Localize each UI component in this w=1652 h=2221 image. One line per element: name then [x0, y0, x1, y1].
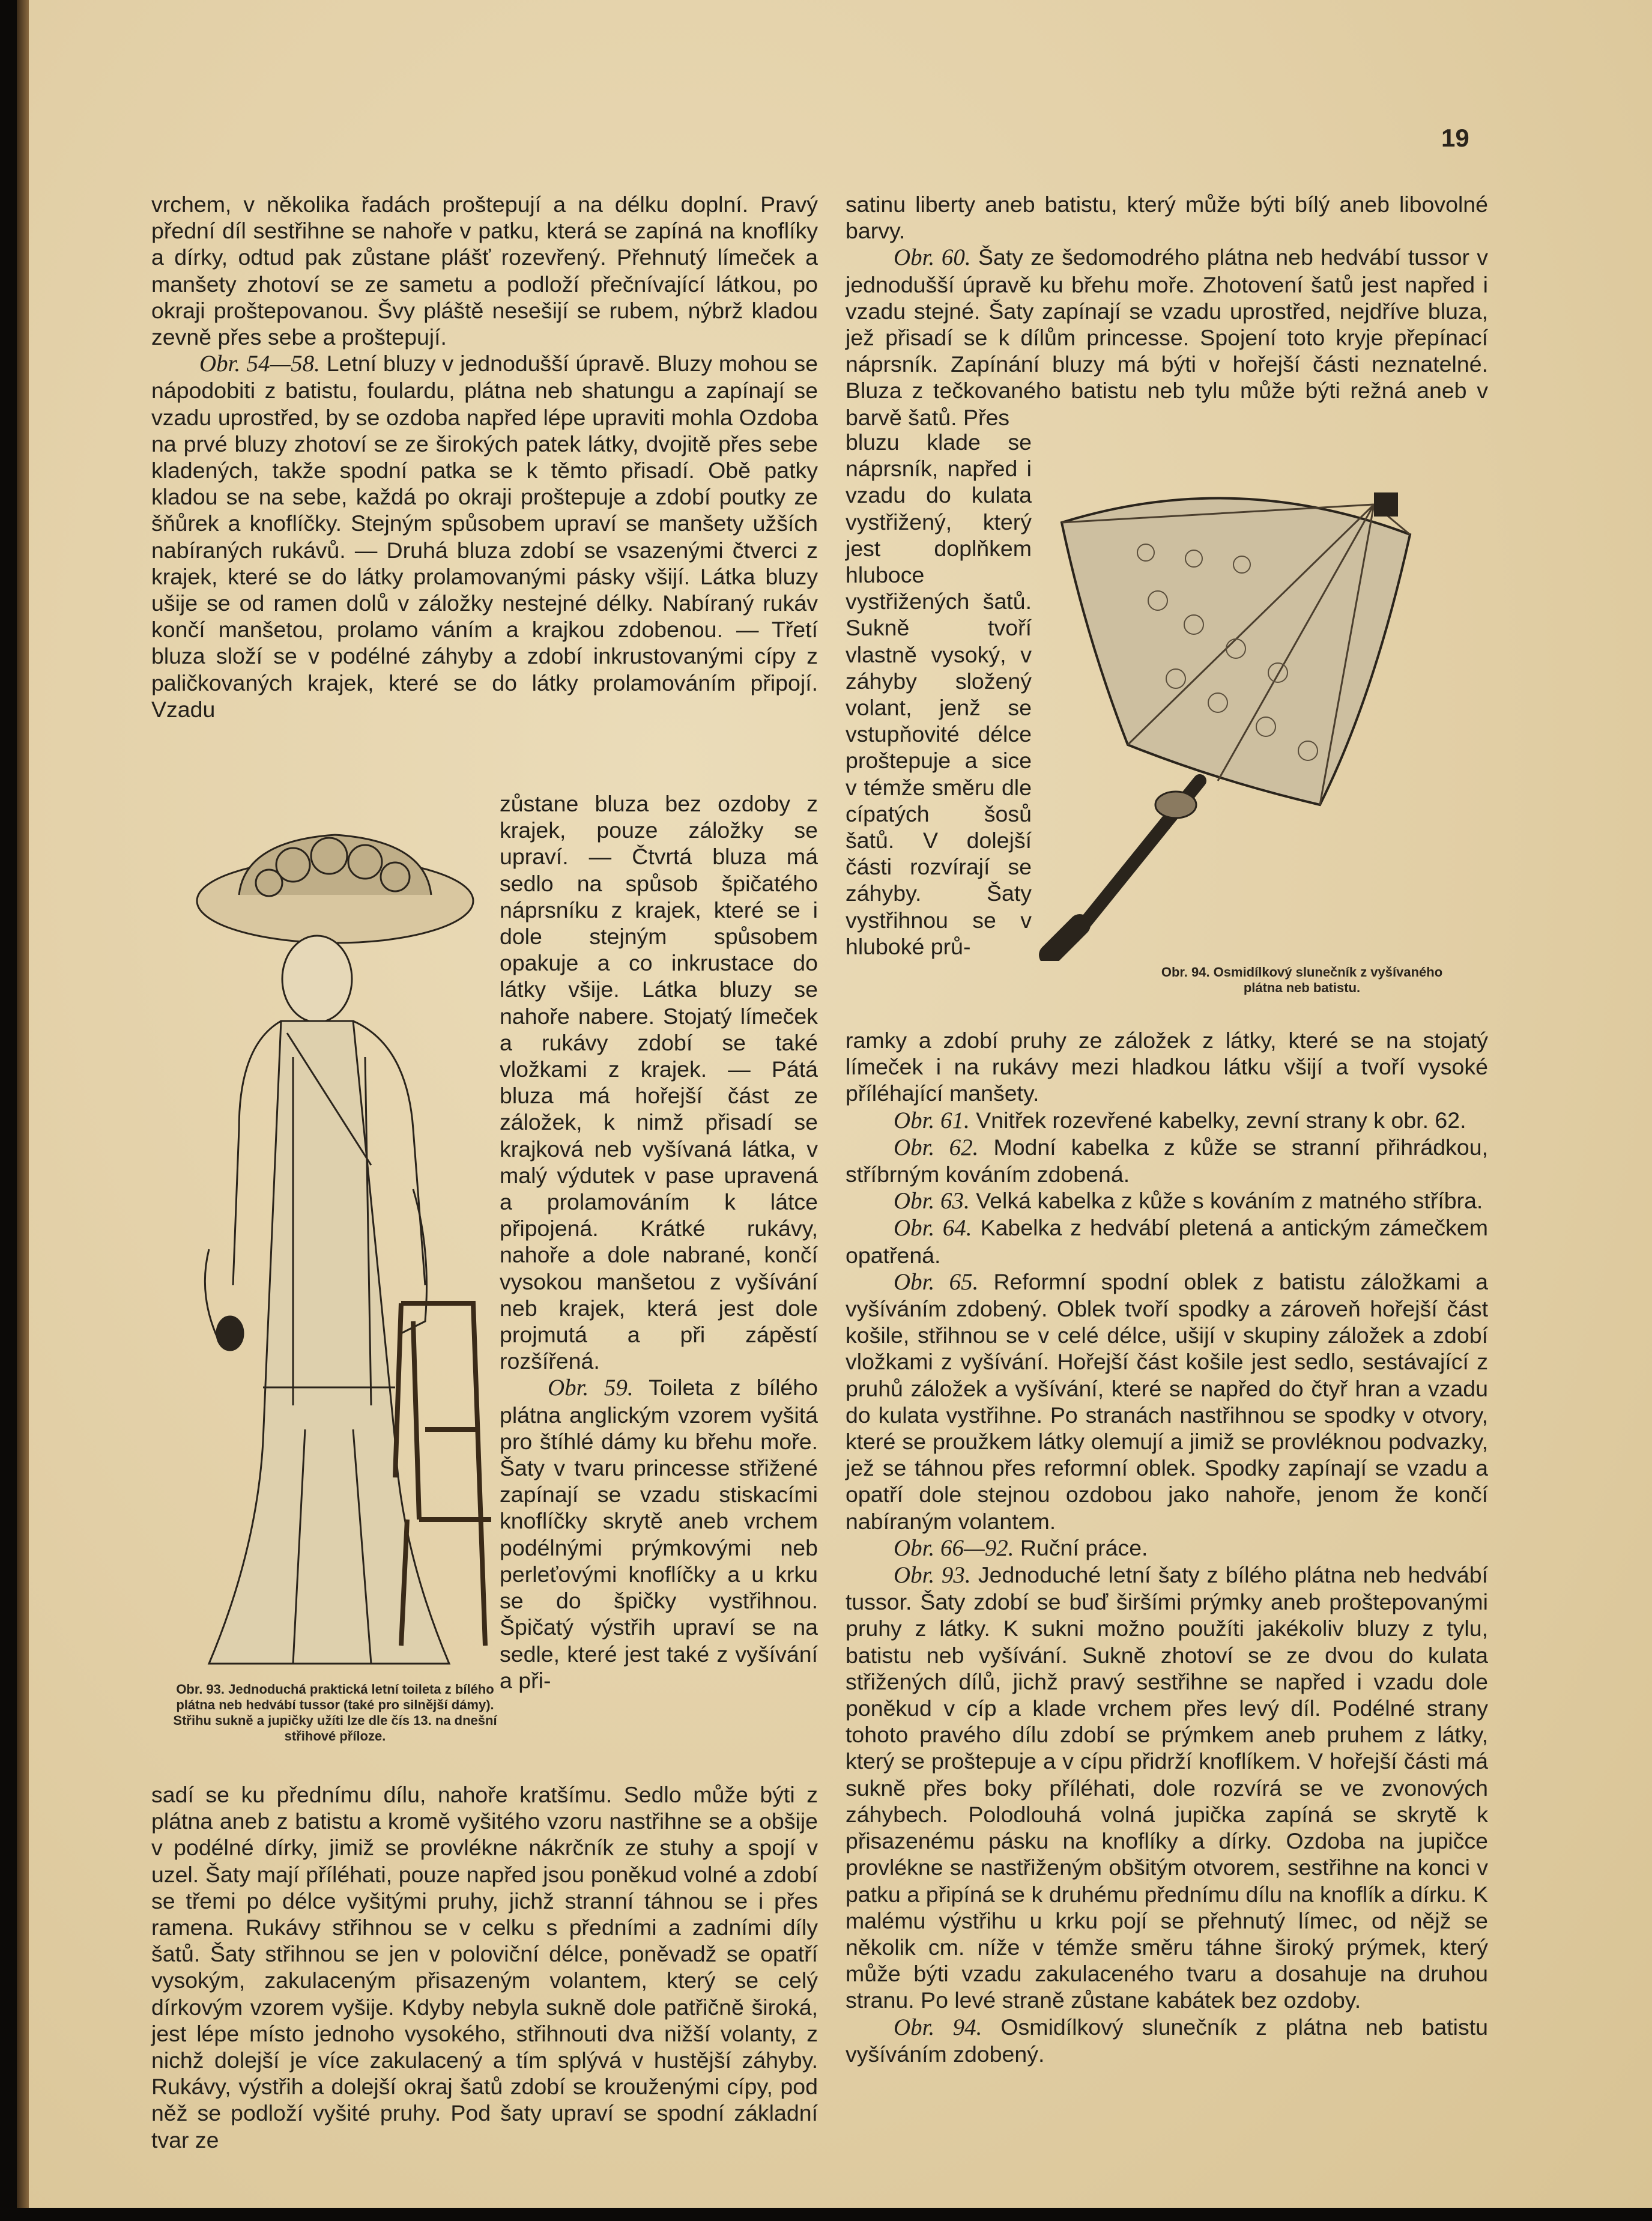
right-column-top-text [846, 191, 1488, 431]
figure-reference: Obr. 65. [894, 1268, 979, 1295]
figure-caption-94: Obr. 94. Osmidílkový slunečník z vyšívaného plátna neb batistu. [1161, 965, 1443, 995]
paragraph-text: Toileta z bílého plátna anglickým vzorem vyšitá pro štíhlé dámy ku břehu moře. Šaty v tvaru princesse střižené zapínají se vzadu stiskacími knoflíčky skrytě aneb vrchem podélnými prýmkovými neb perleťovými knoflíčky a u krku se do špičky vystřihnou. Špičatý výstřih upraví se na sedle, které jest také z vyšívání a při- [500, 1375, 818, 1693]
figure-entry [846, 1187, 1488, 1214]
figure-entry-text: Kabelka z hedvábí pletená a antickým zámečkem opatřená. [846, 1215, 1488, 1268]
magazine-page [17, 0, 1652, 2210]
figure-entry-text: Ruční práce. [1020, 1535, 1148, 1560]
paragraph [500, 1374, 818, 1693]
paragraph: sadí se ku přednímu dílu, nahoře kratšímu. Sedlo může býti z plátna aneb z batistu a kromě vyšitého vzoru nastřihne se a obšije v podélné dírky, jimiž se provlékne nákrčník ze stuhy a spojí v uzel. Šaty mají příléhati, pouze napřed jsou poněkud volné a zdobí se třemi po délce vyšitými pruhy, jichž stranní táhnou se i přes ramena. Rukávy střihnou se v celku s předními a zadními díly šatů. Šaty střihnou se jen v poloviční délce, poněvadž se opatří vysokým, zakulaceným přisazeným volantem, který se celý dírkovým vzorem vyšije. Kdyby nebyla sukně dole patřičně široká, jest lépe místo jednoho vysokého, střihnouti dva nižší volanty, z nichž dolejší je více zakulacený a tím splývá v hustější záhyby. Rukávy, výstřih a dolejší okraj šatů zdobí se kroužený​mi cípy, pod něž se podloží vyšité pruhy. Pod šaty upraví se spodní základní tvar ze [151, 1782, 818, 2153]
page-binding-edge [17, 0, 29, 2210]
paragraph: bluzu klade se náprsník, napřed i vzadu do kulata vystřižený, který jest doplňkem hluboce vystřižených šatů. Sukně tvoří vlastně vysoký, v záhyby složený volant, jenž se vstupňovité délce proštepuje a sice v témže směru dle cípatých šosů šatů. V dolejší části rozvírají se záhyby. Šaty vystřihnou se v hluboké prů- [846, 429, 1032, 959]
figure-reference: Obr. 59. [548, 1375, 634, 1401]
page-number: 19 [1441, 124, 1469, 152]
right-narrow-column-text [846, 429, 1032, 960]
figure-entry-text: Jednoduché letní šaty z bílého plátna neb hedvábí tussor. Šaty zdobí se buď širšími prýmky aneb proštepovanými pruhy z látky. K sukni možno použíti jakékoliv bluzy z tylu, batistu neb vyšívání. Sukně zhotoví se ze dvou do kulata střižených dílů, jichž pravý sestřihne se napřed i vzadu dole poněkud v cíp a klade vrchem přes levý díl. Podélné strany tohoto pravého dílu zdobí se prýmkem aneb pruhem z látky, který se proštepuje a v cípu přidrží knoflíkem. V hořejší části má sukně přes boky příléhati, dole rozvírá se ve zvonových záhybech. Polodlouhá volná jupička zapíná se skrytě k přisazenému pásku na knoflíky a dírky. Ozdoba na jupičce provlékne se nastřiženým obšitým otvorem, sestřihne na konci v patku a připíná se k druhému přednímu dílu na knoflík a dírku. K malému výstřihu u krku pojí se přehnutý límec, od nějž se několik cm. níže v témže směru táhne široký prýmek, který může býti vzadu zakulaceného tvaru a dosahuje na druhou stranu. Po levé straně zůstane kabátek bez ozdoby. [846, 1562, 1488, 2013]
figure-entry [846, 1562, 1488, 2013]
figure-entry [846, 2014, 1488, 2067]
figure-entry [846, 1134, 1488, 1187]
figure-entry-text: Velká kabelka z kůže s kováním z matného stříbra. [976, 1188, 1483, 1214]
paragraph: vrchem, v několika řadách proštepují a na délku doplní. Pravý přední díl sestřihne se nahoře v patku, která se zapíná na knoflíky a dírky, odtud pak zůstane plášť rozevřený. Přehnutý límeček a manšety zhotoví se ze sametu a podloží přečnívající látkou, po okraji proštepovanou. Švy pláště nesešijí se rubem, nýbrž kladou zevně přes sebe a proštepují. [151, 192, 818, 350]
figure-reference: Obr. 63. [894, 1188, 970, 1214]
narrow-column-text [500, 790, 818, 1694]
paragraph [151, 350, 818, 723]
right-column-lower-text [846, 1027, 1488, 2067]
figure-entry-text: Vnitřek rozevřené kabelky, zevní strany k obr. 62. [976, 1107, 1466, 1133]
figure-reference: Obr. 54—58. [199, 351, 320, 377]
scan-bottom-edge [0, 2208, 1652, 2221]
parasol-illustration [1038, 468, 1482, 961]
paragraph: ramky a zdobí pruhy ze záložek z látky, které se na stojatý límeček i na rukávy mezi hladkou látku všijí a tvoří vysoké příléhající manšety. [846, 1028, 1488, 1106]
figure-reference: Obr. 60. [894, 244, 971, 271]
figure-entry-text: Reformní spodní oblek z batistu záložkami a vyšíváním zdobený. Oblek tvoří spodky a zároveň hořejší část košile, střihnou se v celé délce, ušijí v skupiny záložek a zdobí vložkami z vyšívání. Hořejší část košile jest sedlo, sestávající z pruhů záložek a vyšívání, které se napřed do čtyř hran a vzadu do kulata vystřihne. Po stranách nastřihnou se spodky v otvory, které se proužkem látky olemují a jimiž se provléknou podvazky, jež se táhnou přes reformní oblek. Spodky zapínají se vzadu a opatří dole stejnou ozdobou jako nahoře, jenom že končí nabíraným volantem. [846, 1268, 1488, 1534]
figure-entry [846, 1214, 1488, 1268]
woman-dress-illustration [173, 829, 497, 1676]
figure-entry-text: Osmidílkový slunečník z plátna neb batistu vyšíváním zdobený. [846, 2014, 1488, 2067]
paragraph: zůstane bluza bez ozdoby z krajek, pouze záložky se upraví. — Čtvrtá bluza má sedlo na spůsob špičatého náprsníku z krajek, které se i dole stejným spůsobem opakuje a co inkrustace do látky všije. Látka bluzy se nahoře nabere. Stojatý límeček a rukávy zdobí se také vložkami z krajek. — Pátá bluza má hořejší část ze záložek, k nimž přisadí se krajková neb vyšívaná látka, v malý výdutek v pase upravená a prolamováním k látce připojená. Krátké rukávy, nahoře a dole nabrané, končí vysokou manšetou z vyšívání neb krajek, která jest dole projmutá a při zápěstí rozšířená. [500, 791, 818, 1374]
figure-reference: Obr. 64. [894, 1215, 972, 1241]
paragraph: satinu liberty aneb batistu, který může býti bílý aneb libovolné barvy. [846, 192, 1488, 244]
figure-reference: Obr. 62. [894, 1134, 979, 1160]
figure-reference: Obr. 94. [894, 2014, 982, 2040]
paragraph [846, 244, 1488, 430]
figure-reference: Obr. 66—92. [894, 1535, 1014, 1561]
paragraph-text: Letní bluzy v jednodušší úpravě. Bluzy mohou se nápodobiti z batistu, foulardu, plátna neb shatungu a zapínají se vzadu uprostřed, by se ozdoba napřed lépe upraviti mohla Ozdoba na prvé bluzy zhotoví se ze širokých patek látky, dvojitě přes sebe kladených, takže spodní patka se k těmto přisadí. Obě patky kladou se na sebe, každá po okraji proštepuje a zdobí poutky ze šňůrek a knoflíčky. Stejným spůsobem upraví se manšety užších nabíraných rukávů. — Druhá bluza zdobí se vsazenými čtverci z krajek, které se do látky prolamovanými pásky všijí. Látka bluzy ušije se od ramen dolů v záložky nestejné délky. Nabíraný rukáv končí manšetou, prolamo váním a krajkou zdobenou. — Třetí bluza složí se v podélné záhyby a zdobí inkrustovanými cípy z paličkovaných krajek, které se do látky prolamováním připojí. Vzadu [151, 351, 818, 722]
paragraph-text: Šaty ze šedomodrého plátna neb hedvábí tussor v jednodušší úpravě ku břehu moře. Zhotovení šatů jest napřed i vzadu stejné. Šaty zapínají se vzadu uprostřed, nejdříve bluza, jež přisadí se k dílům princesse. Spojení toto kryje přepínací náprsník. Zapínání bluzy má býti v hořejší části neznatelné. Bluza z tečkovaného batistu neb tylu může býti režná aneb v barvě šatů. Přes [846, 244, 1488, 430]
figure-reference: Obr. 61. [894, 1107, 970, 1133]
figure-entry [846, 1107, 1488, 1134]
left-column-text [151, 191, 818, 723]
left-column-bottom-text [151, 1781, 818, 2153]
figure-caption-93: Obr. 93. Jednoduchá praktická letní toileta z bílého plátna neb hedvábí tussor (také pro silnější dámy). Střihu sukně a jupičky užíti lze dle čís 13. na dnešní střihové příloze. [173, 1682, 497, 1744]
figure-entry-text: Modní kabelka z kůže se stranní přihrádkou, stříbrným kováním zdobená. [846, 1134, 1489, 1187]
figure-reference: Obr. 93. [894, 1562, 971, 1589]
figure-entry [846, 1268, 1488, 1535]
figure-entry [846, 1535, 1488, 1562]
